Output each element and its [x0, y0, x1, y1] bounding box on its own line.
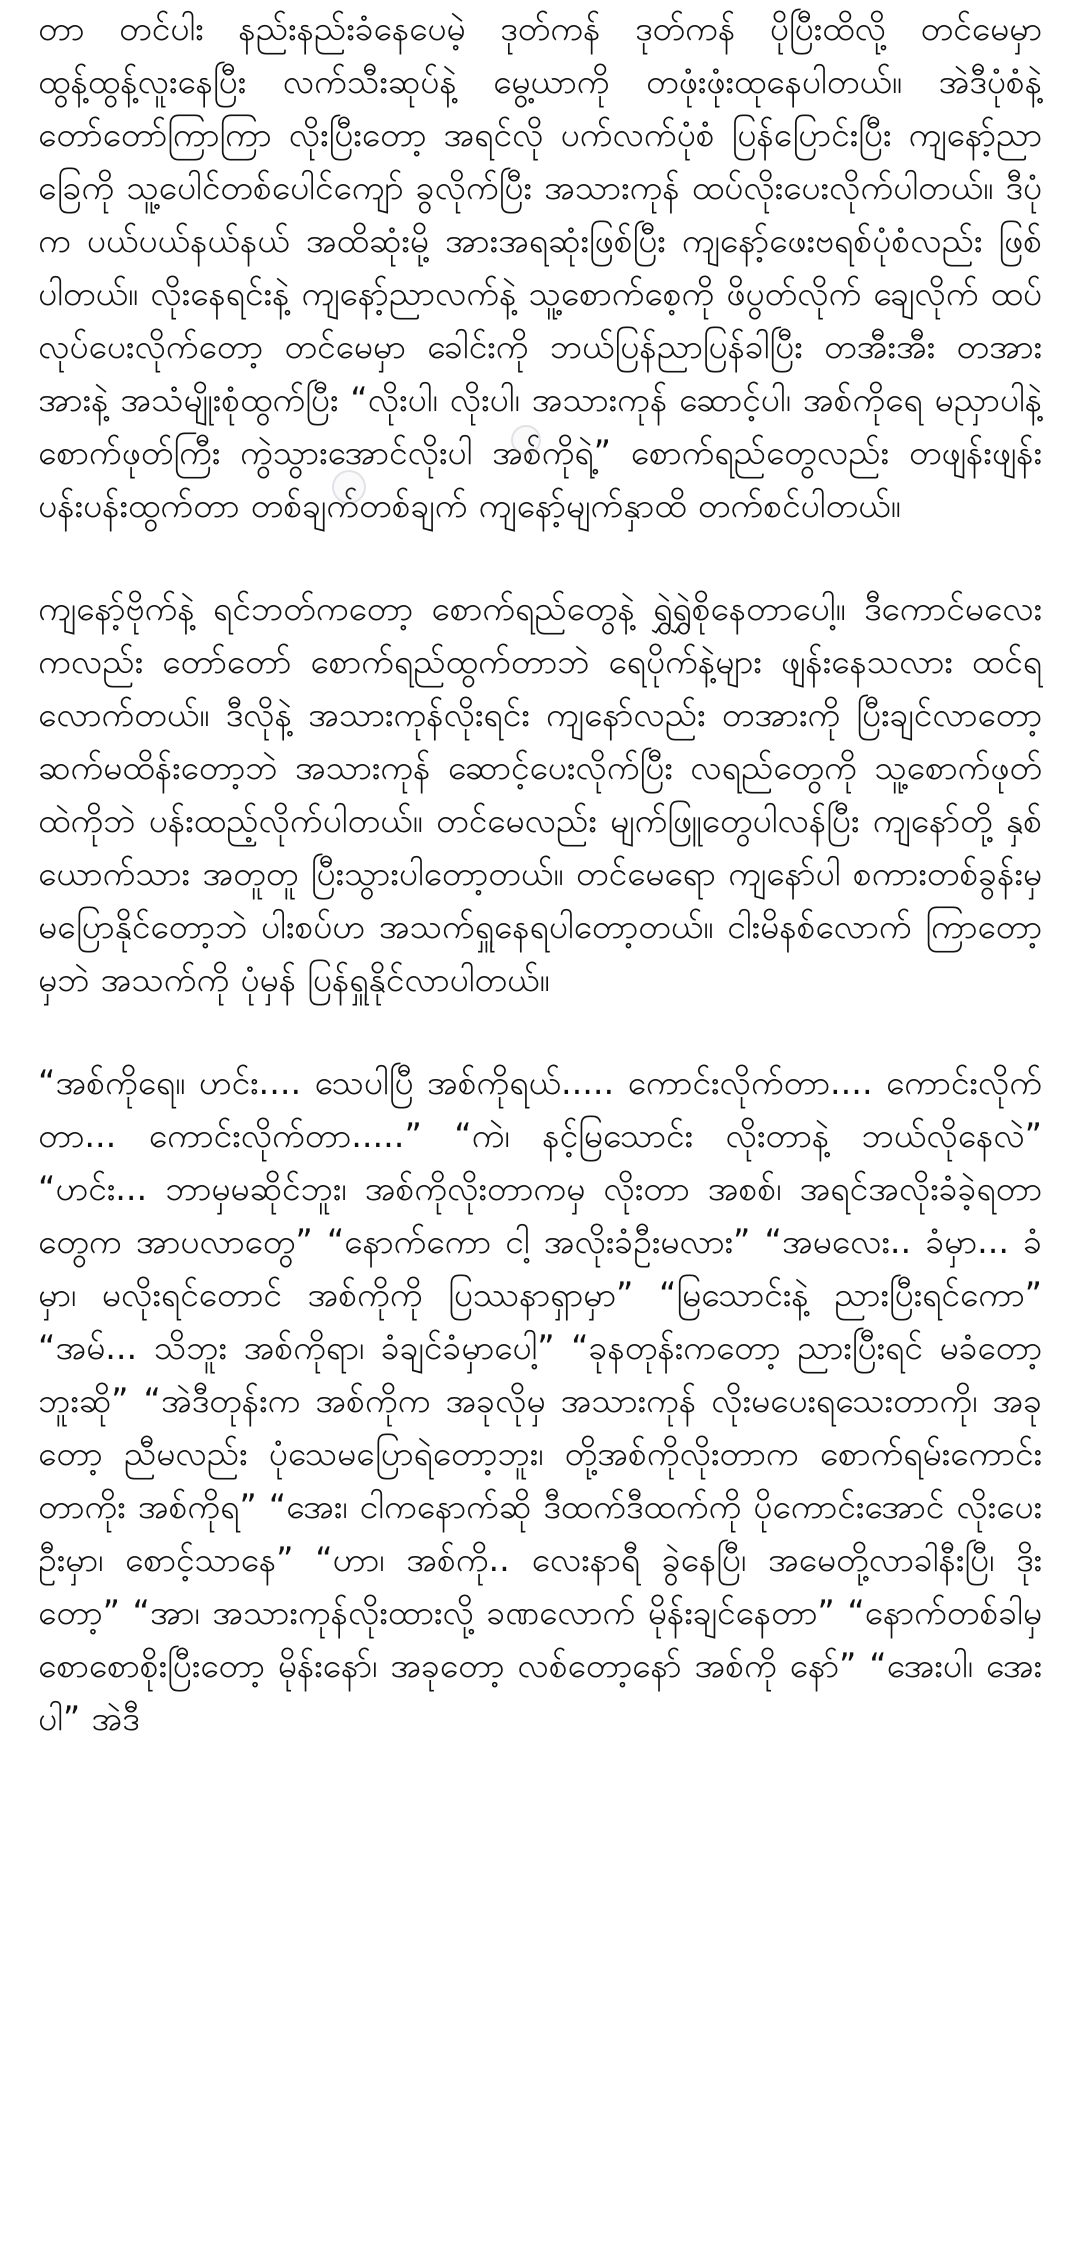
paragraph: ကျနော့်ဗိုက်နဲ့ ရင်ဘတ်ကတော့ စောက်ရည်တွေနဲ့ ရွှဲရွှဲစိုနေတာပေါ့။ ဒီကောင်မလေးကလည်း တော်တော် စောက်ရည်ထွက်တာဘဲ ရေပိုက်နဲ့များ ဖျန်းနေသလား ထင်ရလောက်တယ်။ ဒီလိုနဲ့ အသားကုန်လိုးရင်း ကျနော်လည်း တအားကို ပြီးချင်လာတော့ ဆက်မထိန်းတော့ဘဲ အသားကုန် ဆောင့်ပေးလိုက်ပြီး လရည်တွေကို သူ့စောက်ဖုတ်ထဲကိုဘဲ ပန်းထည့်လိုက်ပါတယ်။ တင်မေလည်း မျက်ဖြူတွေပါလန်ပြီး ကျနော်တို့ နှစ်ယောက်သား အတူတူ ပြီးသွားပါတော့တယ်။ တင်မေရော ကျနော်ပါ စကားတစ်ခွန်းမှ မပြောနိုင်တော့ဘဲ ပါးစပ်ဟ အသက်ရှူနေရပါတော့တယ်။ ငါးမိနစ်လောက် ကြာတော့မှဘဲ အသက်ကို ပုံမှန် ပြန်ရှူနိုင်လာပါတယ်။: [38, 589, 1042, 999]
paragraph: တာ တင်ပါး နည်းနည်းခံနေပေမဲ့ ဒုတ်ကန် ဒုတ်ကန် ပိုပြီးထိလို့ တင်မေမှာ ထွန့်ထွန့်လူးနေပြီး လက်သီးဆုပ်နဲ့ မွေ့ယာကို တဖုံးဖုံးထုနေပါတယ်။ အဲဒီပုံစံနဲ့ တော်တော်ကြာကြာ လိုးပြီးတော့ အရင်လို ပက်လက်ပုံစံ ပြန်ပြောင်းပြီး ကျနော့်ညာခြေကို သူ့ပေါင်တစ်ပေါင်ကျော် ခွလိုက်ပြီး အသားကုန် ထပ်လိုးပေးလိုက်ပါတယ်။ ဒီပုံက ပယ်ပယ်နယ်နယ် အထိဆုံးမို့ အားအရဆုံးဖြစ်ပြီး ကျနော့်ဖေးဗရစ်ပုံစံလည်း ဖြစ်ပါတယ်။ လိုးနေရင်းနဲ့ ကျနော့်ညာလက်နဲ့ သူ့စောက်စေ့ကို ဖိပွတ်လိုက် ချေလိုက် ထပ်လုပ်ပေးလိုက်တော့ တင်မေမှာ ခေါင်းကို ဘယ်ပြန်ညာပြန်ခါပြီး တအီးအီး တအားအားနဲ့ အသံမျိုးစုံထွက်ပြီး “လိုးပါ၊ လိုးပါ၊ အသားကုန် ဆောင့်ပါ၊ အစ်ကိုရေ မညှာပါနဲ့ စောက်ဖုတ်ကြီး ကွဲသွားအောင်လိုးပါ အစ်ကိုရဲ့” စောက်ရည်တွေလည်း တဖျန်းဖျန်း ပန်းပန်းထွက်တာ တစ်ချက်တစ်ချက် ကျနော့်မျက်နှာထိ တက်စင်ပါတယ်။: [38, 9, 1042, 525]
paragraph: “အစ်ကိုရေ။ ဟင်း.... သေပါပြီ အစ်ကိုရယ်..... ကောင်းလိုက်တာ.... ကောင်းလိုက်တာ... ကောင်းလိုက်တာ.....” “ကဲ၊ နင့်မြသောင်း လိုးတာနဲ့ ဘယ်လိုနေလဲ” “ဟင်း... ဘာမှမဆိုင်ဘူး၊ အစ်ကိုလိုးတာကမှ လိုးတာ အစစ်၊ အရင်အလိုးခံခဲ့ရတာတွေက အာပလာတွေ” “နောက်ကော ငါ့ အလိုးခံဦးမလား” “အမလေး.. ခံမှာ... ခံမှာ၊ မလိုးရင်တောင် အစ်ကိုကို ပြဿနာရှာမှာ” “မြသောင်းနဲ့ ညားပြီးရင်ကော” “အမ်... သိဘူး အစ်ကိုရာ၊ ခံချင်ခံမှာပေါ့” “ခုနတုန်းကတော့ ညားပြီးရင် မခံတော့ဘူးဆို” “အဲဒီတုန်းက အစ်ကိုက အခုလိုမှ အသားကုန် လိုးမပေးရသေးတာကို၊ အခုတော့ ညီမလည်း ပုံသေမပြောရဲတော့ဘူး၊ တို့အစ်ကိုလိုးတာက စောက်ရမ်းကောင်းတာကိုး အစ်ကိုရ” “အေး၊ ငါကနောက်ဆို ဒီထက်ဒီထက်ကို ပိုကောင်းအောင် လိုးပေးဦးမှာ၊ စောင့်သာနေ” “ဟာ၊ အစ်ကို.. လေးနာရီ ခွဲနေပြီ၊ အမေတို့လာခါနီးပြီ၊ ဒိုးတော့” “အာ၊ အသားကုန်လိုးထားလို့ ခဏလောက် မိုန်းချင်နေတာ” “နောက်တစ်ခါမှ စောစောစိုးပြီးတော့ မိုန်းနော်၊ အခုတော့ လစ်တော့နော် အစ်ကို နော်” “အေးပါ၊ အေးပါ” အဲဒီ: [38, 1063, 1042, 1738]
reader-text-body[interactable]: [38, 0, 1042, 1745]
